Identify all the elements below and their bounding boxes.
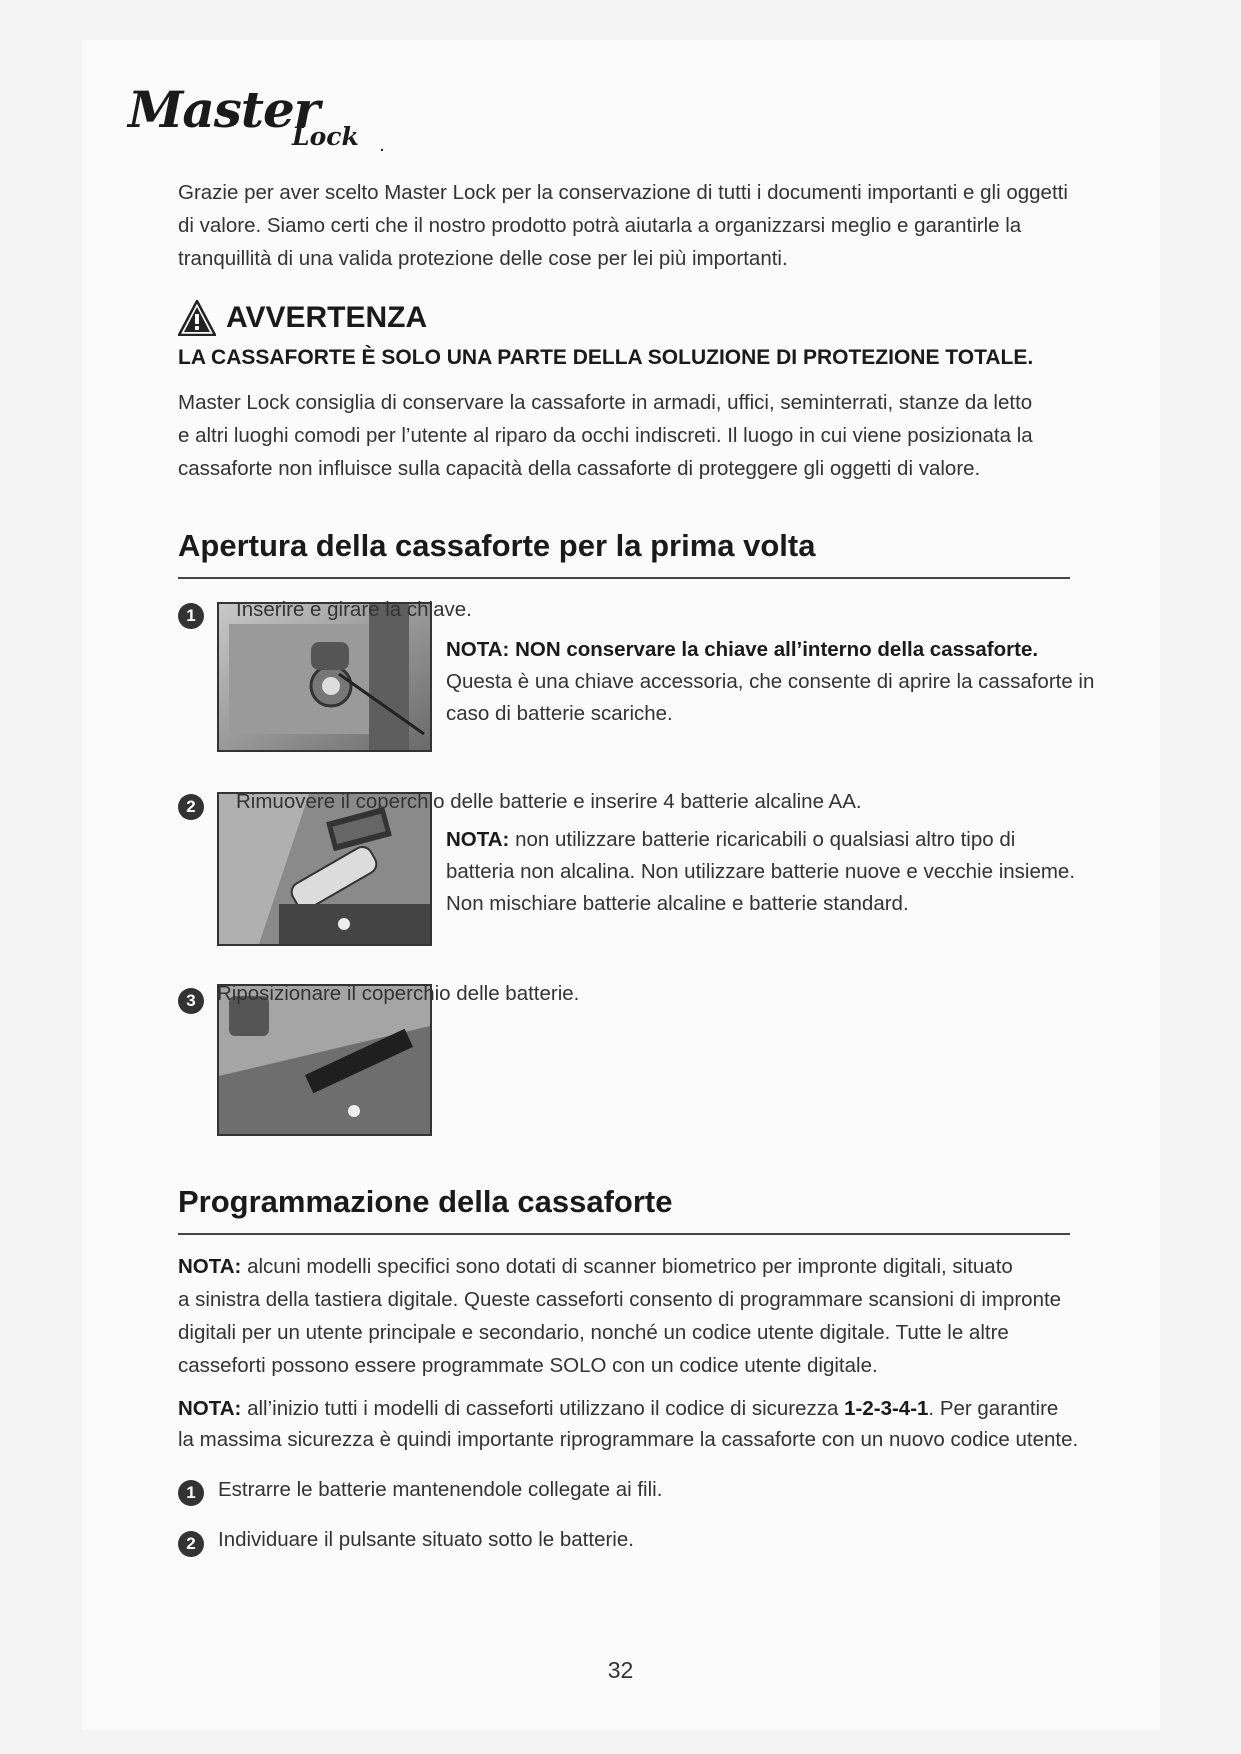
photo-battery-insert xyxy=(217,792,432,946)
warning-title: AVVERTENZA xyxy=(226,301,428,334)
step-3-text: Riposizionare il coperchio delle batterie. xyxy=(217,982,580,1005)
section-title-opening: Apertura della cassaforte per la prima volta xyxy=(178,528,816,563)
intro-line: di valore. Siamo certi che il nostro prodotto potrà aiutarla a organizzarsi meglio e garantirle la xyxy=(178,214,1022,237)
programming-note-1 xyxy=(178,1250,1061,1382)
step-2-note xyxy=(446,824,1075,920)
note-1-line: casseforti possono essere programmate SOLO con un codice utente digitale. xyxy=(178,1354,878,1377)
logo-master: Master xyxy=(128,80,320,139)
step-1-note xyxy=(446,634,1094,730)
warning-paragraph xyxy=(178,386,1033,485)
step-2-note-line: batteria non alcalina. Non utilizzare batterie nuove e vecchie insieme. xyxy=(446,860,1076,883)
step-1-note-label: NOTA: NON conservare la chiave all’interno della cassaforte. xyxy=(446,638,1039,661)
section-rule xyxy=(178,1233,1070,1235)
step-1-note-line: caso di batterie scariche. xyxy=(446,702,673,725)
programming-note-2 xyxy=(178,1393,1078,1455)
warning-line: e altri luoghi comodi per l’utente al riparo da occhi indiscreti. Il luogo in cui viene posizionata la xyxy=(178,424,1033,447)
section-rule xyxy=(178,577,1070,579)
note-1-label: NOTA: xyxy=(178,1255,242,1278)
step-number: 1 xyxy=(178,603,204,629)
step-number: 3 xyxy=(178,988,204,1014)
note-2-post: . Per garantire xyxy=(928,1397,1059,1420)
warning-subtitle: LA CASSAFORTE È SOLO UNA PARTE DELLA SOLUZIONE DI PROTEZIONE TOTALE. xyxy=(178,346,1034,369)
page-number: 32 xyxy=(607,1657,634,1683)
step-number: 2 xyxy=(178,1531,204,1557)
note-1-line: a sinistra della tastiera digitale. Queste casseforti consento di programmare scansioni di impronte xyxy=(178,1288,1062,1311)
step-number: 2 xyxy=(178,794,204,820)
master-lock-logo xyxy=(128,80,408,160)
warning-line: Master Lock consiglia di conservare la cassaforte in armadi, uffici, seminterrati, stanze da letto xyxy=(178,391,1033,414)
note-2-label: NOTA: xyxy=(178,1397,242,1420)
note-2-line: la massima sicurezza è quindi importante riprogrammare la cassaforte con un nuovo codice utente. xyxy=(178,1428,1079,1451)
step-number: 1 xyxy=(178,1480,204,1506)
step-2-note-first: non utilizzare batterie ricaricabili o qualsiasi altro tipo di xyxy=(509,828,1016,851)
logo-dot: . xyxy=(380,138,384,154)
step-2-text: Rimuovere il coperchio delle batterie e inserire 4 batterie alcaline AA. xyxy=(236,790,862,813)
note-1-line: digitali per un utente principale e secondario, nonché un codice utente digitale. Tutte le altre xyxy=(178,1321,1009,1344)
warning-line: cassaforte non influisce sulla capacità della cassaforte di proteggere gli oggetti di valore. xyxy=(178,457,981,480)
warning-triangle-icon xyxy=(178,300,216,336)
logo-lock: Lock xyxy=(292,122,359,151)
intro-line: tranquillità di una valida protezione delle cose per lei più importanti. xyxy=(178,247,788,270)
note-2-pre: all’inizio tutti i modelli di casseforti utilizzano il codice di sicurezza xyxy=(241,1397,845,1420)
prog-step-1-text: Estrarre le batterie mantenendole collegate ai fili. xyxy=(218,1478,663,1501)
step-2-note-label: NOTA: xyxy=(446,828,510,851)
prog-step-2-text: Individuare il pulsante situato sotto le batterie. xyxy=(218,1528,634,1551)
intro-line: Grazie per aver scelto Master Lock per la conservazione di tutti i documenti importanti e gli oggetti xyxy=(178,181,1068,204)
intro-paragraph xyxy=(178,176,1068,275)
note-1-first: alcuni modelli specifici sono dotati di scanner biometrico per impronte digitali, situato xyxy=(241,1255,1013,1278)
photo-key-insert xyxy=(217,602,432,752)
security-code: 1-2-3-4-1 xyxy=(844,1397,929,1420)
step-1-note-line: Questa è una chiave accessoria, che consente di aprire la cassaforte in xyxy=(446,670,1095,693)
step-1-text: Inserire e girare la chiave. xyxy=(236,598,472,621)
warning-heading xyxy=(178,300,427,336)
section-title-programming: Programmazione della cassaforte xyxy=(178,1184,673,1219)
step-2-note-line: Non mischiare batterie alcaline e batterie standard. xyxy=(446,892,909,915)
photo-battery-cover xyxy=(217,984,432,1136)
